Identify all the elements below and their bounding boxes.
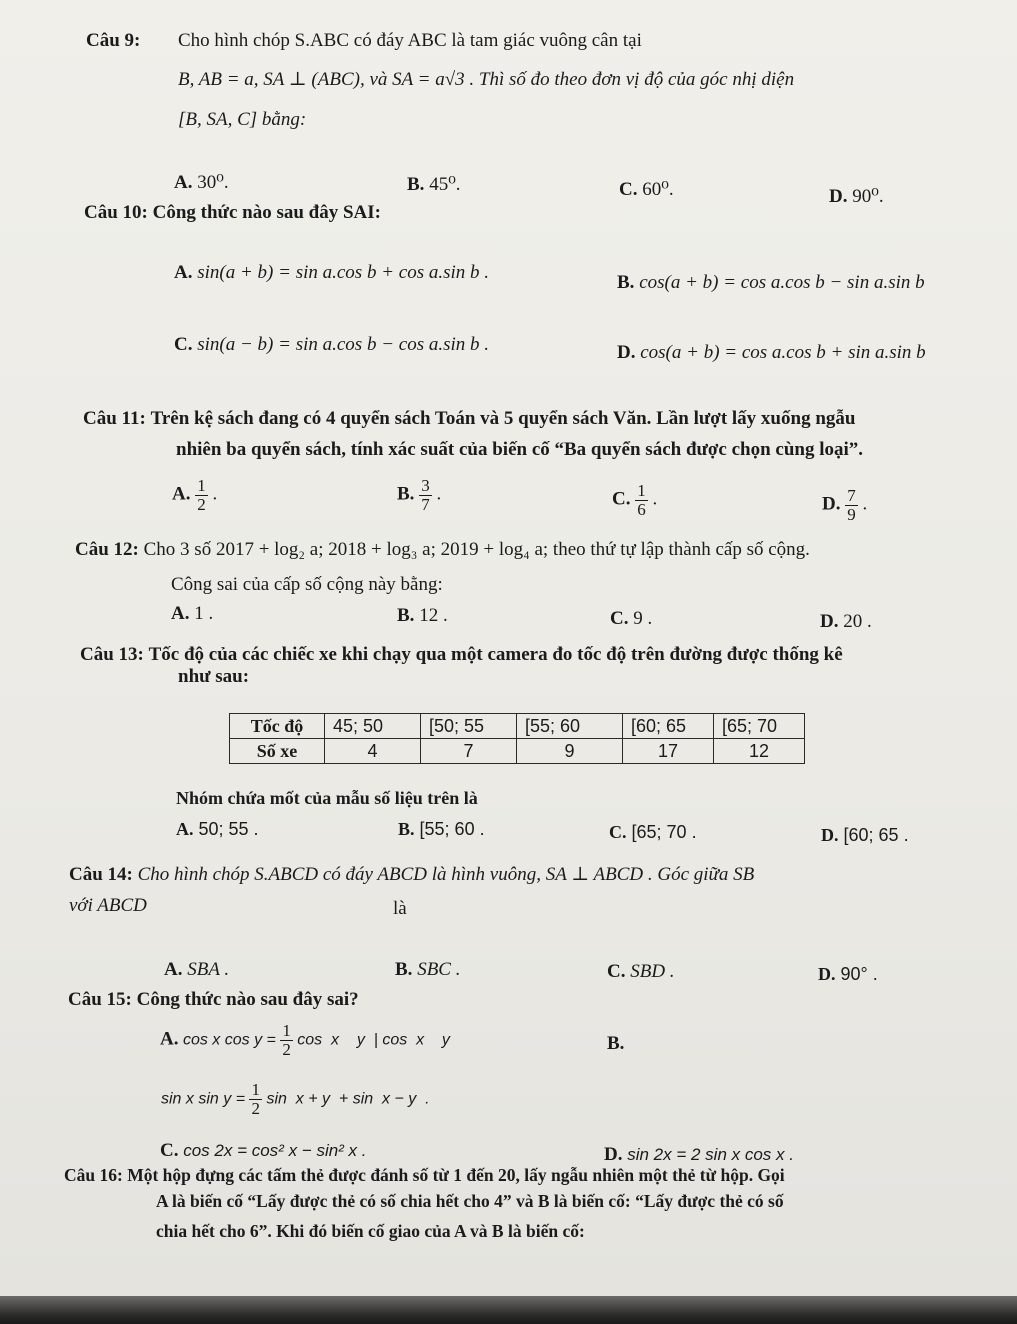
speed-frequency-table bbox=[229, 713, 805, 764]
q10-option-a[interactable] bbox=[174, 263, 489, 282]
table-cell: 9 bbox=[517, 739, 623, 764]
q9-option-a[interactable] bbox=[174, 173, 229, 192]
q12-label: Câu 12: bbox=[75, 539, 139, 560]
option-letter: A. bbox=[174, 262, 193, 283]
q13-label: Câu 13: bbox=[80, 644, 144, 665]
q9-text-line3: [B, SA, C] bằng: bbox=[178, 109, 307, 130]
option-text: 20 . bbox=[843, 611, 872, 632]
q14-text-line2b: là bbox=[393, 898, 407, 919]
option-text: SBD . bbox=[630, 961, 675, 982]
option-text: sin(a + b) = sin a.cos b + cos a.sin b . bbox=[197, 262, 490, 283]
q16-text-line1: Một hộp đựng các tấm thẻ được đánh số từ 1 đến 20, lấy ngẫu nhiên một thẻ từ hộp. Gọi bbox=[127, 1165, 785, 1185]
q10-option-c[interactable] bbox=[174, 335, 489, 354]
option-letter: B. bbox=[397, 605, 415, 626]
option-letter: B. bbox=[397, 483, 415, 505]
q12-text-line1: Cho 3 số 2017 + log₂ a; 2018 + log₃ a; 2019 + log₄ a; theo thứ tự lập thành cấp số cộng. bbox=[143, 539, 810, 560]
option-letter: A. bbox=[160, 1028, 179, 1050]
option-text: sin 2x = 2 sin x cos x . bbox=[627, 1145, 794, 1164]
q14-option-b[interactable] bbox=[395, 960, 460, 979]
option-letter: D. bbox=[822, 493, 841, 515]
fraction bbox=[280, 1022, 293, 1059]
numerator: 1 bbox=[251, 1080, 260, 1099]
q15-stem bbox=[68, 990, 359, 1009]
option-text: cos 2x = cos² x − sin² x . bbox=[183, 1141, 367, 1160]
denominator: 6 bbox=[637, 499, 646, 519]
table-cell: 12 bbox=[714, 739, 805, 764]
option-letter: D. bbox=[818, 964, 836, 984]
q12-option-d[interactable] bbox=[820, 612, 872, 631]
option-text: 45⁰. bbox=[429, 174, 461, 195]
numerator: 1 bbox=[197, 476, 206, 495]
option-letter: C. bbox=[612, 488, 631, 510]
q9-label: Câu 9: bbox=[86, 30, 141, 51]
table-cell: 45; 50 bbox=[325, 714, 421, 739]
q10-option-b[interactable] bbox=[617, 273, 925, 292]
fraction bbox=[635, 482, 648, 519]
table-cell: [65; 70 bbox=[714, 714, 805, 739]
table-cell: [55; 60 bbox=[517, 714, 623, 739]
q10-text: Công thức nào sau đây SAI: bbox=[152, 202, 381, 223]
q10-option-d[interactable] bbox=[617, 343, 926, 362]
q13-option-b[interactable] bbox=[398, 820, 485, 838]
option-text: cos(a + b) = cos a.cos b + sin a.sin b bbox=[640, 342, 926, 363]
q16-text-line2: A là biến cố “Lấy được thẻ có số chia hết cho 4” và B là biến cố: “Lấy được thẻ có số bbox=[156, 1191, 784, 1211]
option-text: [65; 70 . bbox=[631, 822, 697, 842]
formula-rhs: sin x + y + sin x − y . bbox=[266, 1090, 430, 1108]
formula-rhs: cos x y | cos x y bbox=[297, 1031, 450, 1049]
q15-option-b[interactable] bbox=[161, 1081, 430, 1118]
option-letter: B. bbox=[395, 959, 413, 980]
table-header-cell: Số xe bbox=[230, 739, 325, 764]
option-letter: C. bbox=[160, 1140, 179, 1161]
q11-stem-line1 bbox=[83, 409, 855, 428]
q16-stem-line1 bbox=[64, 1167, 785, 1185]
q11-option-d[interactable]: D. $\frac{7}{9}$ . bbox=[822, 486, 868, 524]
q9-option-d[interactable] bbox=[829, 187, 884, 206]
option-letter: D. bbox=[821, 825, 839, 845]
page-bottom-shadow bbox=[0, 1296, 1017, 1324]
option-text: SBC . bbox=[417, 959, 461, 980]
fraction bbox=[249, 1081, 262, 1118]
q15-option-a[interactable] bbox=[160, 1022, 450, 1059]
q14-text-line1: Cho hình chóp S.ABCD có đáy ABCD là hình vuông, SA ⊥ ABCD . Góc giữa SB bbox=[137, 864, 755, 885]
option-text: 50; 55 . bbox=[198, 819, 259, 839]
option-letter: B. bbox=[407, 174, 425, 195]
q15-label: Câu 15: bbox=[68, 989, 132, 1010]
q14-text-line2a: với ABCD bbox=[69, 895, 147, 916]
option-text: 90⁰. bbox=[852, 186, 884, 207]
q9-option-b[interactable] bbox=[407, 175, 461, 194]
q11-option-c[interactable]: C. $\frac{1}{6}$ . bbox=[612, 481, 658, 519]
fraction bbox=[845, 487, 858, 524]
q13-option-a[interactable] bbox=[176, 820, 259, 838]
option-letter: B. bbox=[617, 272, 635, 293]
q11-text-line2: nhiên ba quyển sách, tính xác suất của biến cố “Ba quyển sách được chọn cùng loại”. bbox=[176, 439, 864, 460]
option-text: sin(a − b) = sin a.cos b − cos a.sin b . bbox=[197, 334, 490, 355]
table-cell: 4 bbox=[325, 739, 421, 764]
numerator: 1 bbox=[637, 481, 646, 500]
q15-option-b-letter[interactable]: B. bbox=[607, 1033, 625, 1054]
option-letter: A. bbox=[176, 819, 194, 839]
q14-option-c[interactable] bbox=[607, 962, 675, 981]
q9-text-line2: B, AB = a, SA ⊥ (ABC), và SA = a√3 . Thì số đo theo đơn vị độ của góc nhị diện bbox=[178, 69, 795, 90]
option-text: 30⁰. bbox=[197, 172, 229, 193]
q14-option-a[interactable] bbox=[164, 960, 229, 979]
q13-stem-line1 bbox=[80, 645, 843, 664]
q11-option-a[interactable]: A. $\frac{1}{2}$ . bbox=[172, 476, 218, 514]
q11-label: Câu 11: bbox=[83, 408, 146, 429]
table-cell: [50; 55 bbox=[421, 714, 517, 739]
q12-stem-line1 bbox=[75, 540, 810, 559]
option-text: [55; 60 . bbox=[419, 819, 485, 839]
table-cell: 17 bbox=[623, 739, 714, 764]
formula-lhs: cos x cos y = bbox=[182, 1031, 276, 1049]
q16-text-line3: chia hết cho 6”. Khi đó biến cố giao của A và B là biến cố: bbox=[156, 1221, 585, 1241]
q14-stem-line1 bbox=[69, 865, 754, 884]
fraction bbox=[419, 477, 432, 514]
option-letter: A. bbox=[174, 172, 193, 193]
option-text: 1 . bbox=[194, 603, 214, 624]
q15-text: Công thức nào sau đây sai? bbox=[136, 989, 359, 1010]
option-letter: D. bbox=[820, 611, 839, 632]
table-row bbox=[230, 714, 805, 739]
fraction bbox=[195, 477, 208, 514]
q11-option-b[interactable]: B. $\frac{3}{7}$ . bbox=[397, 476, 442, 514]
q10-stem bbox=[84, 203, 381, 222]
q12-option-c[interactable] bbox=[610, 609, 652, 628]
denominator: 2 bbox=[282, 1039, 291, 1059]
option-letter: C. bbox=[619, 179, 638, 200]
q12-text-line2: Công sai của cấp số cộng này bằng: bbox=[171, 574, 443, 595]
option-text: SBA . bbox=[187, 959, 230, 980]
option-letter: C. bbox=[609, 822, 627, 842]
option-text: [60; 65 . bbox=[843, 825, 909, 845]
option-text: 90° . bbox=[840, 964, 878, 984]
option-text: 12 . bbox=[419, 605, 448, 626]
table-row bbox=[230, 739, 805, 764]
q13-option-c[interactable] bbox=[609, 823, 697, 841]
denominator: 2 bbox=[197, 494, 206, 514]
q13-text-line2: như sau: bbox=[178, 666, 250, 687]
q13-option-d[interactable] bbox=[821, 826, 909, 844]
q15-option-d[interactable] bbox=[604, 1145, 794, 1164]
q9-option-c[interactable] bbox=[619, 180, 674, 199]
q13-text-line1: Tốc độ của các chiếc xe khi chạy qua một camera đo tốc độ trên đường được thống kê bbox=[148, 644, 843, 665]
option-letter: D. bbox=[829, 186, 848, 207]
numerator: 1 bbox=[282, 1021, 291, 1040]
option-text: 60⁰. bbox=[642, 179, 674, 200]
option-letter: B. bbox=[398, 819, 415, 839]
q12-option-b[interactable] bbox=[397, 606, 448, 625]
numerator: 7 bbox=[847, 486, 856, 505]
option-letter: A. bbox=[164, 959, 183, 980]
option-letter: D. bbox=[617, 342, 636, 363]
q15-option-c[interactable] bbox=[160, 1141, 367, 1160]
table-cell: 7 bbox=[421, 739, 517, 764]
q14-label: Câu 14: bbox=[69, 864, 133, 885]
q10-label: Câu 10: bbox=[84, 202, 148, 223]
option-text: 9 . bbox=[633, 608, 653, 629]
option-letter: C. bbox=[610, 608, 629, 629]
q14-option-d[interactable] bbox=[818, 965, 878, 983]
formula-lhs: sin x sin y = bbox=[161, 1090, 246, 1108]
q9-text-line1: Cho hình chóp S.ABC có đáy ABC là tam giác vuông cân tại bbox=[178, 30, 642, 51]
numerator: 3 bbox=[421, 476, 430, 495]
option-text: cos(a + b) = cos a.cos b − sin a.sin b bbox=[639, 272, 925, 293]
q12-option-a[interactable] bbox=[171, 604, 213, 623]
denominator: 2 bbox=[251, 1098, 260, 1118]
q11-text-line1: Trên kệ sách đang có 4 quyển sách Toán và 5 quyển sách Văn. Lần lượt lấy xuống ngẫu bbox=[150, 408, 856, 429]
option-letter: A. bbox=[171, 603, 190, 624]
table-header-cell: Tốc độ bbox=[230, 714, 325, 739]
q16-label: Câu 16: bbox=[64, 1165, 123, 1185]
q13-after-table: Nhóm chứa mốt của mẫu số liệu trên là bbox=[176, 788, 478, 808]
denominator: 9 bbox=[847, 504, 856, 524]
option-letter: C. bbox=[174, 334, 193, 355]
option-letter: D. bbox=[604, 1144, 623, 1165]
table-cell: [60; 65 bbox=[623, 714, 714, 739]
denominator: 7 bbox=[421, 494, 430, 514]
option-letter: C. bbox=[607, 961, 626, 982]
option-letter: A. bbox=[172, 483, 191, 505]
